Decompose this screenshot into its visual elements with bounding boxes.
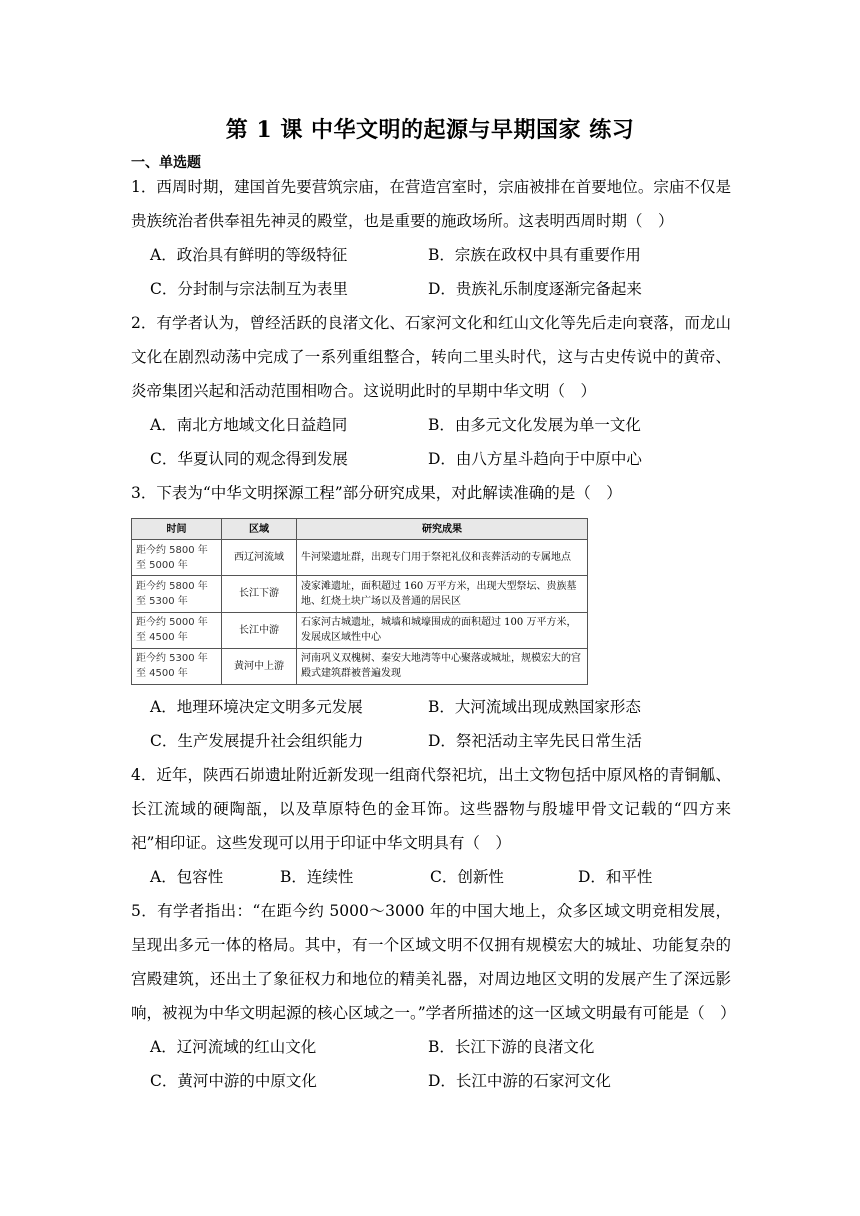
table-cell-result: 凌家滩遗址，面积超过 160 万平方米，出现大型祭坛、贵族墓地、红烧土块广场以及普通的居民区 [297,576,588,612]
question-1-option-d: D．贵族礼乐制度逐渐完备起来 [428,280,642,298]
table-cell-time: 距今约 5000 年至 4500 年 [132,612,222,648]
table-header-region: 区域 [222,519,297,540]
table-cell-region: 黄河中上游 [222,648,297,684]
question-4-option-c: C．创新性 [430,868,504,886]
question-3-stem: 3．下表为“中华文明探源工程”部分研究成果，对此解读准确的是（ ） [131,484,622,502]
page-title: 第 1 课 中华文明的起源与早期国家 练习 [225,117,635,143]
question-2-options-row-1 [150,408,750,442]
question-4-option-a: A．包容性 [150,868,224,886]
table-cell-region: 长江中游 [222,612,297,648]
question-4-option-d: D．和平性 [578,868,653,886]
question-3-option-d: D．祭祀活动主宰先民日常生活 [428,732,642,750]
table-cell-time: 距今约 5800 年至 5300 年 [132,576,222,612]
table-header-row [132,519,588,540]
question-3-option-a: A．地理环境决定文明多元发展 [150,698,363,716]
question-1-option-b: B．宗族在政权中具有重要作用 [428,246,641,264]
table-cell-time: 距今约 5800 年至 5000 年 [132,540,222,576]
question-3-options-row-2 [150,724,750,758]
question-4-option-b: B．连续性 [280,868,354,886]
question-5-option-c: C．黄河中游的中原文化 [150,1072,317,1090]
section-heading: 一、单选题 [131,155,201,171]
question-5-stem: 5．有学者指出：“在距今约 5000～3000 年的中国大地上，众多区域文明竞相发展，呈现出多元一体的格局。其中，有一个区域文明不仅拥有规模宏大的城址、功能复杂的宫殿建筑，还出土了象征权力和地位的精美礼器，对周边地区文明的发展产生了深远影响，被视为中华文明起源的核心区域之一。”学者所描述的这一区域文明最有可能是（ ） [131,902,736,1022]
question-2-option-b: B．由多元文化发展为单一文化 [428,416,641,434]
question-3-option-c: C．生产发展提升社会组织能力 [150,732,364,750]
table-row [132,612,588,648]
table-cell-region: 长江下游 [222,576,297,612]
question-2-stem: 2．有学者认为，曾经活跃的良渚文化、石家河文化和红山文化等先后走向衰落，而龙山文化在剧烈动荡中完成了一系列重组整合，转向二里头时代，这与古史传说中的黄帝、炎帝集团兴起和活动范围相吻合。这说明此时的早期中华文明（ ） [131,314,731,400]
table-cell-result: 河南巩义双槐树、秦安大地湾等中心聚落或城址，规模宏大的宫殿式建筑群被普遍发现 [297,648,588,684]
question-3-options-row-1 [150,690,750,724]
question-1-options-row-2 [150,272,750,306]
table-header-time: 时间 [132,519,222,540]
question-5-option-b: B．长江下游的良渚文化 [428,1038,595,1056]
question-1-option-a: A．政治具有鲜明的等级特征 [150,246,348,264]
question-2-options-row-2 [150,442,750,476]
question-1-option-c: C．分封制与宗法制互为表里 [150,280,348,298]
table-row [132,576,588,612]
table-row [132,648,588,684]
question-1-options-row-1 [150,238,750,272]
question-4-options-row [150,860,750,894]
question-2-option-c: C．华夏认同的观念得到发展 [150,450,348,468]
question-5-options-row-1 [150,1030,750,1064]
table-cell-time: 距今约 5300 年至 4500 年 [132,648,222,684]
table-cell-result: 石家河古城遗址，城墙和城壕围成的面积超过 100 万平方米，发展成区域性中心 [297,612,588,648]
question-3-option-b: B．大河流域出现成熟国家形态 [428,698,641,716]
question-1-stem: 1．西周时期，建国首先要营筑宗庙，在营造宫室时，宗庙被排在首要地位。宗庙不仅是贵族统治者供奉祖先神灵的殿堂，也是重要的施政场所。这表明西周时期（ ） [131,178,731,230]
table-cell-result: 牛河梁遗址群，出现专门用于祭祀礼仪和丧葬活动的专属地点 [297,540,588,576]
research-table [131,518,587,685]
question-5-option-d: D．长江中游的石家河文化 [428,1072,611,1090]
question-4-stem: 4．近年，陕西石峁遗址附近新发现一组商代祭祀坑，出土文物包括中原风格的青铜觚、长江流域的硬陶瓿，以及草原特色的金耳饰。这些器物与殷墟甲骨文记载的“四方来祀”相印证。这些发现可以用于印证中华文明具有（ ） [131,766,731,852]
table-row [132,540,588,576]
question-2-option-d: D．由八方星斗趋向于中原中心 [428,450,642,468]
table-header-result: 研究成果 [297,519,588,540]
question-2-option-a: A．南北方地域文化日益趋同 [150,416,348,434]
question-5-options-row-2 [150,1064,750,1098]
table-cell-region: 西辽河流域 [222,540,297,576]
question-5-option-a: A．辽河流域的红山文化 [150,1038,317,1056]
